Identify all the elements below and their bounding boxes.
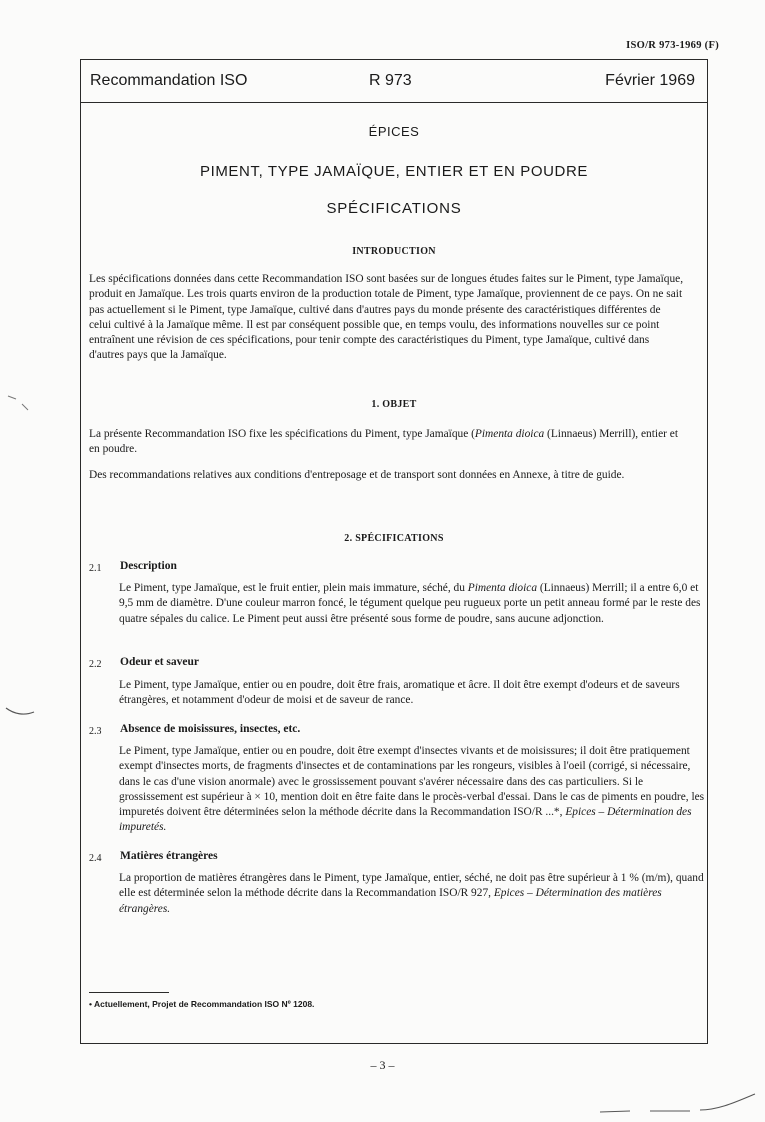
header-number: R 973 <box>369 72 412 89</box>
header-row <box>81 60 707 103</box>
objet-paragraph-2: Des recommandations relatives aux conditions d'entreposage et de transport sont données en Annexe, à titre de guide. <box>89 469 625 481</box>
footnote-rule <box>89 992 169 993</box>
section-2-4-title: Matières étrangères <box>120 850 218 862</box>
section-2-2-title: Odeur et saveur <box>120 656 200 668</box>
section-2-1-text: Le Piment, type Jamaïque, est le fruit entier, plein mais immature, séché, du Pimenta dioica (Linnaeus) Merrill; il a entre 6,0 et 9,5 mm de diamètre. D'une couleur marron foncé, le tégument quelque peu rugueux porte un petit anneau formé par le reste des quatre sépales du calice. Le Piment peut aussi être présenté sous forme de poudre, sans aucune adjonction. <box>119 582 701 625</box>
section-2-4-text: La proportion de matières étrangères dans le Piment, type Jamaïque, entier, séché, ne doit pas être supérieur à 1 % (m/m), quand elle est déterminée selon la méthode décrite dans la Recommandation ISO/R 927, Epices – Détermination des matières étrangères. <box>119 872 704 915</box>
scan-mark-left-upper <box>6 390 36 420</box>
footnote: • Actuellement, Projet de Recommandation ISO Nº 1208. <box>89 999 315 1009</box>
section-2-3-number: 2.3 <box>89 726 102 737</box>
introduction-text: Les spécifications données dans cette Recommandation ISO sont basées sur de longues études faites sur le Piment, type Jamaïque, produit en Jamaïque. Les trois quarts environ de la production totale de Piment, type Jamaïque, proviennent de ce pays. On ne sait pas actuellement si le Piment, type Jamaïque, cultivé dans d'autres pays du monde présente des caractéristiques différentes de celui cultivé à la Jamaïque même. Il est par conséquent possible que, en temps voulu, des informations nouvelles sur ce point entraînent une révision de ces spécifications, pour tenir compte des caractéristiques du Piment, type Jamaïque, cultivé dans d'autres pays que la Jamaïque. <box>89 273 684 362</box>
section-2-1-number: 2.1 <box>89 563 102 574</box>
section-2-3-text: Le Piment, type Jamaïque, entier ou en poudre, doit être exempt d'insectes vivants et de moisissures; il doit être pratiquement exempt d'insectes morts, de fragments d'insectes et de contaminations par les rongeurs, visibles à l'oeil (corrigé, si nécessaire, dans le cas d'une vision anormale) avec le grossissement pouvant s'avérer nécessaire dans des cas particuliers. Si le grossissement est supérieur à × 10, mention doit en être faite dans le procès-verbal d'essai. Dans le cas de piments en poudre, les impuretés doivent être déterminées selon la méthode décrite dans la Recommandation ISO/R ...*, Epices – Détermination des impuretés. <box>119 745 705 834</box>
scan-mark-bottom-right <box>590 1090 760 1120</box>
section-2-4-number: 2.4 <box>89 853 102 864</box>
sub-title: SPÉCIFICATIONS <box>326 200 462 217</box>
objet-paragraph-1: La présente Recommandation ISO fixe les spécifications du Piment, type Jamaïque (Pimenta dioica (Linnaeus) Merrill), entier et en poudre. <box>89 428 678 456</box>
section-2-1-title: Description <box>120 560 177 572</box>
introduction-heading: INTRODUCTION <box>352 246 436 257</box>
objet-heading: 1. OBJET <box>371 399 417 410</box>
header-date: Février 1969 <box>605 72 695 89</box>
section-2-3-title: Absence de moisissures, insectes, etc. <box>120 723 301 735</box>
main-title: PIMENT, TYPE JAMAÏQUE, ENTIER ET EN POUDRE <box>199 163 589 180</box>
section-2-2-text: Le Piment, type Jamaïque, entier ou en poudre, doit être frais, aromatique et âcre. Il doit être exempt d'odeurs et de saveurs étrangères, et notamment d'odeur de moisi et de saveur de rance. <box>119 679 680 707</box>
specifications-heading: 2. SPÉCIFICATIONS <box>344 533 444 544</box>
header-recommendation: Recommandation ISO <box>90 72 248 89</box>
category-title: ÉPICES <box>368 124 420 139</box>
page-frame <box>80 59 708 1044</box>
document-reference: ISO/R 973-1969 (F) <box>626 40 719 51</box>
page-number: – 3 – <box>370 1058 395 1072</box>
scan-mark-left-lower <box>4 700 38 724</box>
section-2-2-number: 2.2 <box>89 659 102 670</box>
